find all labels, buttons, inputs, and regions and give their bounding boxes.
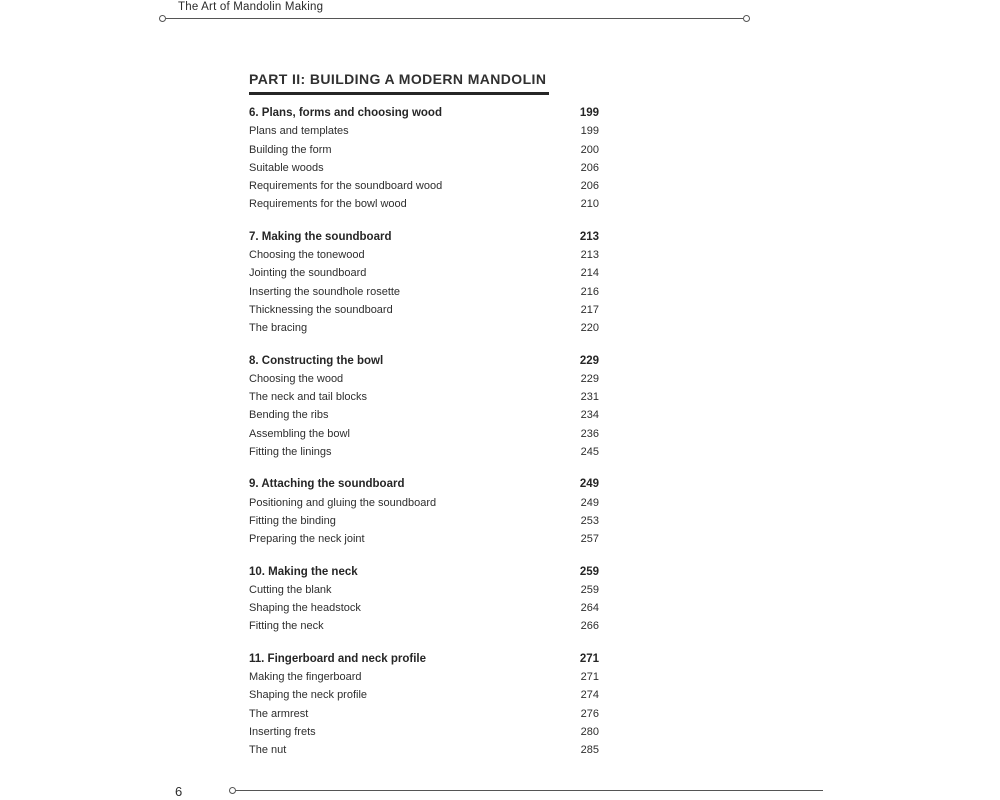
toc-entry-title: Plans and templates	[249, 125, 349, 138]
toc-entry-page-number: 257	[580, 533, 599, 546]
toc-entry-row	[249, 159, 599, 177]
toc-entry-title: Suitable woods	[249, 161, 324, 174]
toc-entry-title: Requirements for the soundboard wood	[249, 180, 443, 193]
toc-chapter	[249, 352, 599, 462]
toc-entry-page-number: 214	[580, 267, 599, 280]
toc-entry-row	[249, 599, 599, 617]
toc-entry-page-number: 220	[580, 322, 599, 335]
toc-entry-title: Fitting the binding	[249, 514, 336, 527]
footer-page-number: 6	[175, 784, 183, 799]
toc-entry-row	[249, 246, 599, 264]
toc-chapter	[249, 650, 599, 760]
toc-entry-row	[249, 388, 599, 406]
toc-entry-title: Fitting the neck	[249, 620, 324, 633]
toc-entry-row	[249, 512, 599, 530]
toc-entry-page-number: 213	[580, 249, 599, 262]
toc-entry-title: Building the form	[249, 143, 332, 156]
toc-entry-title: Jointing the soundboard	[249, 267, 367, 280]
toc-entry-row	[249, 425, 599, 443]
toc-entry-row	[249, 581, 599, 599]
toc-entry-row	[249, 319, 599, 337]
toc-entry-page-number: 199	[580, 125, 599, 138]
chapter-heading-row	[249, 228, 599, 246]
toc-entry-page-number: 236	[580, 427, 599, 440]
toc-entry-row	[249, 195, 599, 213]
toc-entry-row	[249, 283, 599, 301]
toc-entry-title: Choosing the wood	[249, 372, 344, 385]
toc-entry-row	[249, 141, 599, 159]
toc-entry-page-number: 245	[580, 446, 599, 459]
toc-entry-page-number: 217	[580, 303, 599, 316]
toc-entry-row	[249, 406, 599, 424]
chapter-page-number: 199	[579, 107, 599, 119]
chapter-page-number: 213	[579, 230, 599, 243]
toc-entry-page-number: 206	[580, 161, 599, 174]
chapter-heading-row	[249, 352, 599, 370]
header-rule	[166, 18, 743, 19]
toc-entry-page-number: 206	[580, 180, 599, 193]
toc-entry-title: The neck and tail blocks	[249, 391, 368, 404]
chapter-page-number: 259	[579, 565, 599, 578]
toc-entry-title: The armrest	[249, 707, 309, 720]
toc-entry-page-number: 249	[580, 496, 599, 509]
toc-entry-page-number: 276	[580, 707, 599, 720]
toc-entry-row	[249, 443, 599, 461]
toc-entry-title: The bracing	[249, 322, 308, 335]
toc-entry-row	[249, 723, 599, 741]
chapter-title: 8. Constructing the bowl	[249, 354, 384, 367]
toc-entry-title: Preparing the neck joint	[249, 533, 365, 546]
toc-entry-title: Cutting the blank	[249, 583, 332, 596]
rule-ring-left-icon	[229, 787, 236, 794]
toc-entry-page-number: 253	[580, 514, 599, 527]
toc-chapter	[249, 104, 599, 214]
toc-entry-title: Fitting the linings	[249, 446, 332, 459]
toc-entry-page-number: 200	[580, 143, 599, 156]
table-of-contents	[249, 71, 599, 760]
toc-chapter	[249, 563, 599, 636]
toc-entry-page-number: 271	[580, 671, 599, 684]
toc-entry-title: Shaping the headstock	[249, 602, 361, 615]
toc-entry-page-number: 234	[580, 409, 599, 422]
chapter-heading-row	[249, 650, 599, 668]
toc-entry-row	[249, 177, 599, 195]
toc-entry-row	[249, 668, 599, 686]
chapter-title: 11. Fingerboard and neck profile	[249, 652, 427, 665]
chapter-heading-row	[249, 563, 599, 581]
toc-chapters	[249, 104, 599, 760]
chapter-heading-row	[249, 104, 599, 122]
toc-entry-title: Inserting frets	[249, 725, 316, 738]
chapter-title: 9. Attaching the soundboard	[249, 478, 405, 491]
toc-entry-page-number: 231	[580, 391, 599, 404]
toc-entry-row	[249, 122, 599, 140]
toc-entry-page-number: 259	[580, 583, 599, 596]
toc-entry-page-number: 264	[580, 602, 599, 615]
footer-rule	[236, 790, 823, 791]
chapter-title: 10. Making the neck	[249, 565, 358, 578]
toc-entry-row	[249, 494, 599, 512]
toc-entry-row	[249, 617, 599, 635]
toc-entry-title: Positioning and gluing the soundboard	[249, 496, 437, 509]
toc-entry-row	[249, 370, 599, 388]
chapter-page-number: 271	[579, 652, 599, 665]
toc-entry-row	[249, 686, 599, 704]
part-title: PART II: BUILDING A MODERN MANDOLIN	[249, 71, 549, 95]
running-header-title: The Art of Mandolin Making	[178, 1, 324, 13]
toc-entry-page-number: 274	[580, 689, 599, 702]
toc-entry-title: Inserting the soundhole rosette	[249, 285, 401, 298]
toc-entry-title: Requirements for the bowl wood	[249, 198, 407, 211]
toc-entry-row	[249, 530, 599, 548]
chapter-title: 6. Plans, forms and choosing wood	[249, 107, 442, 119]
toc-entry-page-number: 285	[580, 744, 599, 757]
chapter-page-number: 229	[579, 354, 599, 367]
toc-entry-row	[249, 705, 599, 723]
toc-chapter	[249, 475, 599, 548]
toc-entry-title: Assembling the bowl	[249, 427, 350, 440]
chapter-title: 7. Making the soundboard	[249, 230, 392, 243]
toc-entry-title: Shaping the neck profile	[249, 689, 368, 702]
toc-entry-title: Making the fingerboard	[249, 671, 362, 684]
toc-entry-title: Thicknessing the soundboard	[249, 303, 393, 316]
toc-entry-row	[249, 264, 599, 282]
toc-entry-row	[249, 301, 599, 319]
toc-entry-page-number: 266	[580, 620, 599, 633]
toc-entry-page-number: 280	[580, 725, 599, 738]
toc-entry-page-number: 229	[580, 372, 599, 385]
toc-entry-page-number: 216	[580, 285, 599, 298]
rule-ring-left-icon	[159, 15, 166, 22]
toc-entry-page-number: 210	[580, 198, 599, 211]
toc-entry-row	[249, 741, 599, 759]
chapter-heading-row	[249, 475, 599, 493]
toc-entry-title: Choosing the tonewood	[249, 249, 365, 262]
chapter-page-number: 249	[579, 478, 599, 491]
toc-entry-title: The nut	[249, 744, 287, 757]
rule-ring-right-icon	[743, 15, 750, 22]
toc-chapter	[249, 228, 599, 338]
toc-entry-title: Bending the ribs	[249, 409, 329, 422]
